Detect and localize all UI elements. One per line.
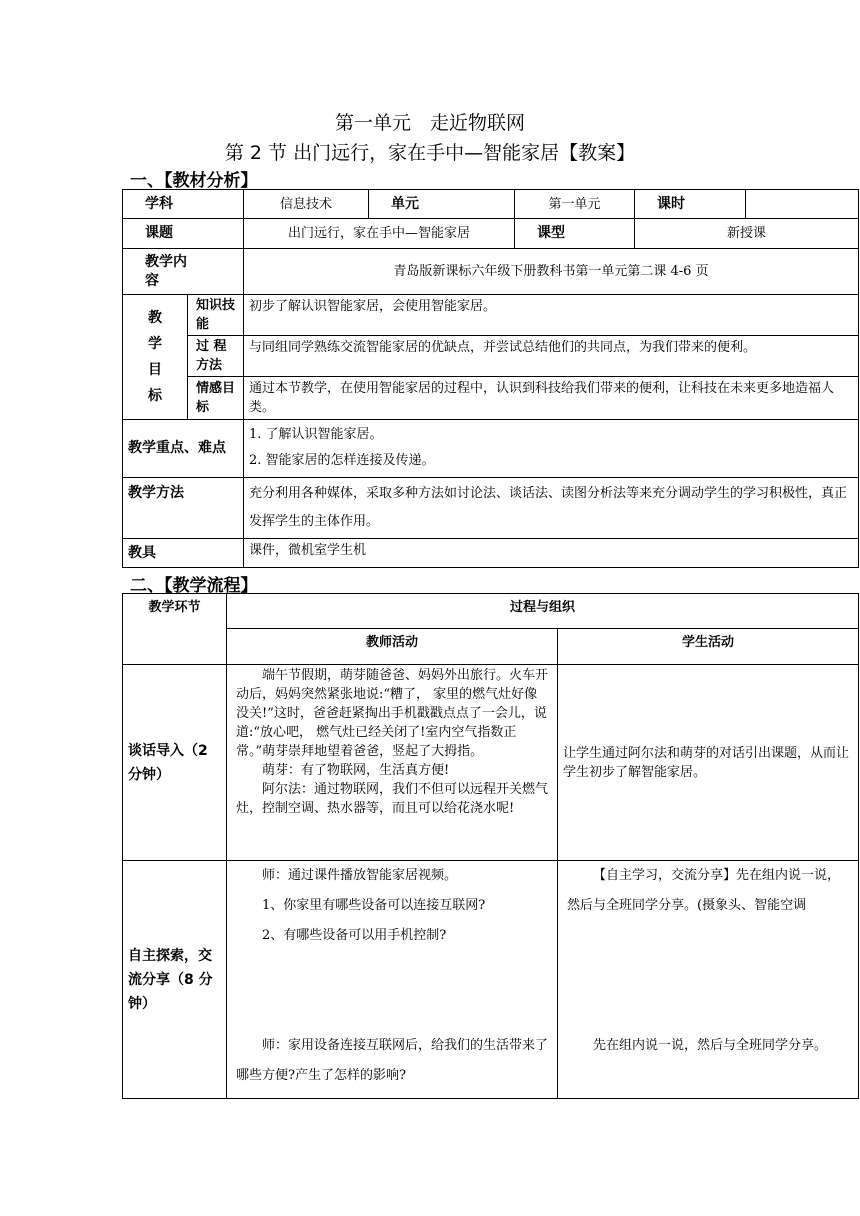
title-line-2: 第 2 节 出门远行，家在手中—智能家居【教案】 [224,142,636,164]
teacher-text: 阿尔法：通过物联网，我们不但可以远程开关燃气灶，控制空调、热水器等，而且可以给花浇水呢! [236,782,549,816]
teacher-text: 1、你家里有哪些设备可以连接互联网? [262,898,486,913]
table-row [123,861,859,1099]
teacher-text: 师：通过课件播放智能家居视频。 [262,868,458,883]
goal-emotion-value: 通过本节教学，在使用智能家居的过程中，认识到科技给我们带来的便利，让科技在未来更多地造福人类。 [244,377,859,420]
goals-label: 教学目标 [123,295,188,420]
type-value: 新授课 [635,219,859,249]
goal-knowledge-label: 知识技能 [188,295,244,336]
unit-label: 单元 [369,190,515,219]
goal-process-label: 过 程方法 [188,336,244,377]
goal-emotion-label: 情感目标 [188,377,244,420]
title-line-1: 第一单元 走近物联网 [334,112,525,134]
process-header: 过程与组织 [227,594,859,629]
teacher-text: 2、有哪些设备可以用手机控制? [262,928,447,943]
stage-cell: 自主探索，交流分享（8 分钟） [123,861,227,1099]
topic-value: 出门远行，家在手中—智能家居 [244,219,515,249]
method-value: 充分利用各种媒体，采取多种方法如讨论法、谈话法、读图分析法等来充分调动学生的学习积极性，真正发挥学生的主体作用。 [244,478,859,539]
period-value [746,190,859,219]
section-heading-analysis: 一、【教材分析】 [130,171,258,191]
teacher-text: 萌芽：有了物联网，生活真方便! [262,763,450,778]
student-text: 【自主学习，交流分享】先在组内说一说，然后与全班同学分享。(摄象头、智能空调 [567,868,841,913]
tools-label: 教具 [123,539,244,568]
stage-header: 教学环节 [123,594,227,665]
table-row [123,665,859,861]
teacher-text: 端午节假期，萌芽随爸爸、妈妈外出旅行。火车开动后，妈妈突然紧张地说:“糟了， 家里的燃气灶好像没关!”这时，爸爸赶紧掏出手机戳戳点点了一会儿，说道:“放心吧， 燃气灶已经关闭了!室内空气指数正常。”萌芽崇拜地望着爸爸，竖起了大拇指。 [236,668,549,759]
content-value: 青岛版新课标六年级下册教科书第一单元第二课 4-6 页 [244,249,859,295]
section-heading-flow: 二、【教学流程】 [130,576,258,596]
type-label: 课型 [515,219,635,249]
keypoint-2: 2. 智能家居的怎样连接及传递。 [249,453,435,468]
teacher-header: 教师活动 [227,629,558,665]
subject-label: 学科 [123,190,244,219]
student-header: 学生活动 [558,629,859,665]
teacher-text: 师：家用设备连接互联网后，给我们的生活带来了哪些方便?产生了怎样的影响? [236,1038,549,1083]
period-label: 课时 [635,190,746,219]
student-text: 先在组内说一说，然后与全班同学分享。 [593,1038,828,1053]
student-cell: 让学生通过阿尔法和萌芽的对话引出课题，从而让学生初步了解智能家居。 [558,665,859,861]
subject-value: 信息技术 [244,190,369,219]
goal-process-value: 与同组同学熟练交流智能家居的优缺点，并尝试总结他们的共同点，为我们带来的便利。 [244,336,859,377]
stage-cell: 谈话导入（2 分钟） [123,665,227,861]
goal-knowledge-value: 初步了解认识智能家居，会使用智能家居。 [244,295,859,336]
flow-table [122,593,859,1099]
keypoints-label: 教学重点、难点 [123,420,244,478]
keypoint-1: 1. 了解认识智能家居。 [249,427,383,442]
topic-label: 课题 [123,219,244,249]
tools-value: 课件，微机室学生机 [244,539,859,568]
unit-value: 第一单元 [515,190,635,219]
analysis-table [122,189,859,568]
method-label: 教学方法 [123,478,244,539]
content-label: 教学内容 [123,249,244,295]
